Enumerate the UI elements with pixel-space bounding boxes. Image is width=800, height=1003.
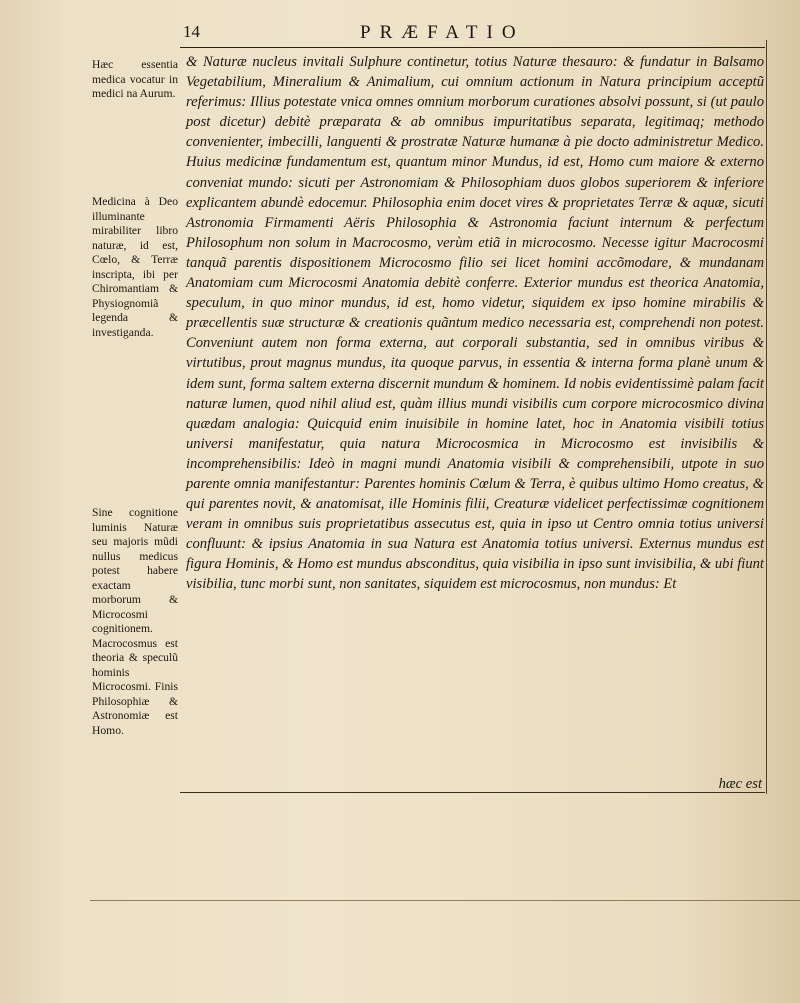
page-number: 14 bbox=[183, 22, 200, 41]
running-head: PRÆFATIO bbox=[360, 22, 525, 43]
catchword: hæc est bbox=[718, 776, 762, 792]
main-paragraph: & Naturæ nucleus invitali Sulphure continetur, totius Naturæ thesauro: & fundatur in Balsamo Vegetabilium, Mineralium & Animalium, cui omnium actionum in Natura principium acceptũ referimus: Illius potestate vnica omnes omnium morborum curationes absolvi possunt, si (ut paulo post dicetur) debitè præparata & ab omnibus impuritatibus separata, legitimaq; methodo convenienter, imbecilli, languenti & prostratæ Naturæ humanæ à pie docto administretur Medico. Huius medicinæ fundamentum est, quantum minor Mundus, id est, Homo cum maiore & externo conveniat mundo: sicuti per Astronomiam & Philosophiam duos globos superiorem & inferiore explicantem abundè edocemur. Philosophia enim docet vires & proprietates Terræ & aquæ, sicuti Astronomia Firmamenti Aëris Philosophia & Astronomia faciunt internum & perfectum Philosophum non solum in Macrocosmo, verùm etiã in microcosmo. Necesse igitur Macrocosmi tanquã parentis dispositionem Microcosmo filio sei licet homini accõmodare, & mundanam Anatomiam cum Microcosmi Anatomia debitè conferre. Exterior mundus est theorica Anatomia, speculum, in quo minor mundus, id est, homo videtur, siquidem ex ipso homine mirabilis & præcellentis suæ structuræ & creationis quãntum medico necessaria est, comprehendi non potest. Conveniunt autem non forma externa, aut corporali substantia, sed in omnibus viribus & virtutibus, prout magnus mundus, ita quoque parvus, in essentia & interna forma planè unum & idem sunt, forma saltem externa discernit mundum & hominem. Id nobis evidentissimè palam facit naturæ lumen, quod nihil aliud est, quàm illius mundi visibilis cum corpore microcosmico divina quædam analogia: Quicquid enim inuisibile in homine latet, hoc in Anatomia visibili totius universi manifestatur, quia natura Microcosmica in Microcosmo est invisibilis & incomprehensibilis: Ideò in magni mundi Anatomia visibili & comprehensibili, utpote in suo parente omnia manifestantur: Parentes hominis Cœlum & Terra, è quibus ultimo Homo creatus, & qui parentes novit, & anatomisat, ille Hominis filii, Creaturæ videlicet perfectissimæ cognitionem veram in omnibus suis proprietatibus assecutus est, quia in ipso ut Centro omnia totius universi confluunt: & ipsius Anatomia in sua Natura est Anatomia totius universi. Externus mundus est figura Hominis, & Homo est mundus absconditus, quia visibilia in ipso sunt invisibilia, & ubi fiunt visibilia, tunc morbi sunt, non sanitates, siquidem est microcosmus, non mundus: Et bbox=[186, 54, 764, 593]
header-rule bbox=[180, 47, 765, 48]
page-edge bbox=[90, 900, 800, 901]
main-text bbox=[186, 52, 764, 595]
text-frame-rule bbox=[766, 40, 767, 794]
margin-note: Hæc essentia medica vocatur in medici na Aurum. bbox=[92, 58, 178, 100]
margin-note: Medicina à Deo illuminante mirabiliter libro naturæ, id est, Cœlo, & Terræ inscripta, ibi per Chiromantiam & Physiognomiã legenda & investiganda. bbox=[92, 195, 178, 339]
footer-rule bbox=[180, 792, 765, 793]
margin-note: Sine cognitione luminis Naturæ seu majoris mũdi nullus medicus potest habere exactam morborum & Microcosmi cognitionem. Macrocosmus est theoria & speculũ hominis Microcosmi. Finis Philosophiæ & Astronomiæ est Homo. bbox=[92, 506, 178, 737]
